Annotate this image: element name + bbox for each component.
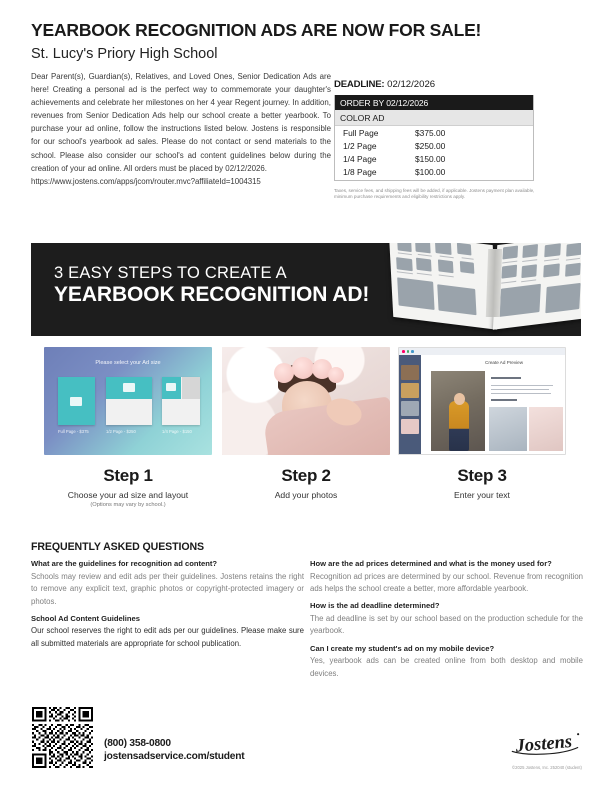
- price-size: 1/8 Page: [343, 167, 377, 178]
- pricing-disclaimer: Taxes, service fees, and shipping fees will be added, if applicable. Jostens payment plan available, minimum purchase requirements and eligibility restrictions apply.: [334, 188, 535, 200]
- book-spine: [486, 249, 502, 317]
- step-3-subtitle: Enter your text: [454, 490, 510, 500]
- ad-size-label-quarter: 1/4 Page - $150: [162, 429, 192, 434]
- step-2: [222, 347, 390, 500]
- step-3-title: Step 3: [457, 466, 507, 485]
- table-row: [335, 166, 533, 181]
- deadline-line: [334, 79, 435, 90]
- step-2-image: [222, 347, 390, 455]
- faq-answer: Yes, yearbook ads can be created online from both desktop and mobile devices.: [310, 656, 583, 678]
- step-1-image-caption: Please select your Ad size: [95, 360, 161, 366]
- banner-line-1: 3 EASY STEPS TO CREATE A: [54, 264, 287, 282]
- contact-block: [104, 738, 244, 762]
- secondary-photo-1: [489, 407, 527, 451]
- table-row: [335, 152, 533, 165]
- book-page-right: [493, 243, 581, 330]
- step-1-title: Step 1: [103, 466, 153, 485]
- step-2-title: Step 2: [281, 466, 331, 485]
- contact-website[interactable]: jostensadservice.com/student: [104, 751, 245, 762]
- deadline-label: DEADLINE:: [334, 79, 385, 90]
- table-row: [335, 126, 533, 139]
- secondary-photo-2: [529, 407, 563, 451]
- faq-answer: Recognition ad prices are determined by our school. Revenue from recognition ads helps the school create a better, more affordable yearbook.: [310, 571, 583, 594]
- price-size: Full Page: [343, 127, 379, 138]
- ad-size-option-half: [106, 377, 152, 425]
- price-amount: $250.00: [415, 140, 446, 151]
- faq-question: How is the ad deadline determined?: [310, 601, 440, 611]
- steps-banner: [31, 243, 581, 336]
- price-amount: $100.00: [415, 167, 446, 178]
- price-size: 1/2 Page: [343, 140, 377, 151]
- step-1: [44, 347, 212, 508]
- price-amount: $375.00: [415, 127, 446, 138]
- copyright-text: ©2025 Jostens, Inc. 252040 (student): [512, 765, 582, 770]
- thumbnail-rail: [399, 355, 421, 454]
- yearbook-illustration: [383, 243, 581, 336]
- school-name: St. Lucy's Priory High School: [31, 46, 218, 62]
- banner-line-2: YEARBOOK RECOGNITION AD!: [54, 283, 370, 306]
- faq-question: School Ad Content Guidelines: [31, 613, 140, 623]
- flower-icon: [292, 357, 314, 379]
- contact-phone[interactable]: (800) 358-0800: [104, 738, 171, 749]
- letter-paragraph: Dear Parent(s), Guardian(s), Relatives, and Loved Ones, Senior Dedication Ads are here! Creating a personal ad is the perfect way to commemorate your daughter's achievements and celebrate her milestones on her 4 year Regent journey. In addition, revenues from Senior Dedication Ads help our school create a better yearbook. To purchase your ad online, follow the instructions listed below. Jostens is responsible for our school's yearbook ad sales. Please do not contact or send materials to the school. Please also consider our school's ad content guidelines below during the creation of your ad online. All orders must be placed by 02/12/2026.: [31, 72, 331, 173]
- qr-code-svg: [32, 707, 93, 768]
- faq-column-left: [31, 558, 304, 655]
- price-table: [334, 95, 534, 181]
- page-title: YEARBOOK RECOGNITION ADS ARE NOW FOR SALE!: [31, 20, 482, 40]
- step-1-image: [44, 347, 212, 455]
- svg-text:Jostens: Jostens: [514, 730, 573, 757]
- step-3-image: [398, 347, 566, 455]
- letter-body: [31, 70, 331, 188]
- order-url[interactable]: https://www.jostens.com/apps/jcom/router.mvc?affiliateId=1004315: [31, 176, 261, 186]
- table-row: [335, 139, 533, 152]
- faq-question: What are the guidelines for recognition ad content?: [31, 559, 218, 568]
- deadline-date: 02/12/2026: [387, 79, 436, 90]
- main-portrait-photo: [431, 371, 485, 451]
- step-3-image-caption: Create Ad Preview: [485, 360, 524, 365]
- jostens-logo: [505, 727, 583, 759]
- browser-chrome-bar: [399, 348, 565, 355]
- step-3: [398, 347, 566, 500]
- book-page-left: [389, 243, 497, 330]
- step-1-note: (Options may vary by school.): [90, 502, 166, 508]
- flower-icon: [328, 367, 344, 383]
- table-category-row: COLOR AD: [335, 110, 533, 126]
- ad-preview-canvas: [421, 355, 565, 454]
- qr-code[interactable]: [32, 707, 93, 768]
- faq-answer: The ad deadline is set by our school based on the production schedule for the yearbook.: [310, 613, 583, 636]
- ad-size-label-full: Full Page - $375: [58, 429, 89, 434]
- step-2-subtitle: Add your photos: [274, 490, 338, 500]
- faq-column-right: [310, 558, 583, 685]
- ad-size-label-half: 1/2 Page - $250: [106, 429, 136, 434]
- ad-size-option-quarter: [162, 377, 200, 425]
- faq-heading: FREQUENTLY ASKED QUESTIONS: [31, 541, 205, 553]
- table-order-by-row: ORDER BY 02/12/2026: [335, 95, 533, 110]
- faq-question: Can I create my student's ad on my mobile device?: [310, 643, 495, 653]
- price-size: 1/4 Page: [343, 153, 377, 164]
- faq-answer: Schools may review and edit ads per their guidelines. Jostens retains the right to remove any explicit text, graphic photos or copyright-protected imagery or photos.: [31, 571, 304, 606]
- faq-question: How are the ad prices determined and what is the money used for?: [310, 559, 552, 568]
- jostens-logo-svg: [505, 727, 583, 759]
- flower-icon: [274, 363, 294, 383]
- step-1-subtitle: Choose your ad size and layout: [67, 490, 189, 500]
- faq-answer: Our school reserves the right to edit ads per our guidelines. Please make sure all submitted materials are appropriate for school publication.: [31, 626, 304, 649]
- ad-size-option-full: [58, 377, 95, 425]
- price-amount: $150.00: [415, 153, 446, 164]
